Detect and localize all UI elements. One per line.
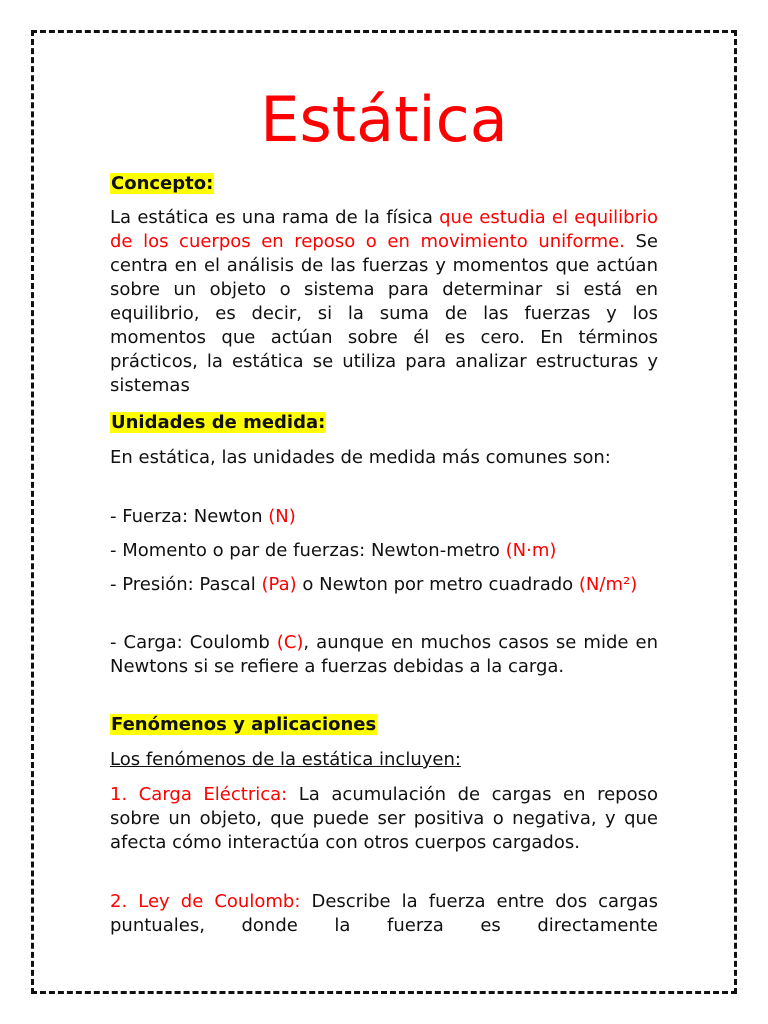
list-item-fuerza: - Fuerza: Newton (N) <box>110 506 296 527</box>
paragraph-concepto: La estática es una rama de la física que estudia el equilibrio de los cuerpos en reposo o en movimiento uniforme. Se centra en el análisis de las fuerzas y momentos que actúan sobre un objeto o sistema para determinar si está en equilibrio, es decir, si la suma de las fuerzas y los momentos que actúan sobre él es cero. En términos prácticos, la estática se utiliza para analizar estructuras y sistemas <box>110 207 659 396</box>
page-title: Estática <box>260 83 508 156</box>
heading-unidades: Unidades de medida: <box>111 412 326 433</box>
list-item-carga: - Carga: Coulomb (C), aunque en muchos casos se mide en Newtons si se refiere a fuerzas debidas a la carga. <box>110 632 658 677</box>
heading-fenomenos: Fenómenos y aplicaciones <box>111 714 377 735</box>
paragraph-unidades-intro: En estática, las unidades de medida más comunes son: <box>110 447 611 468</box>
list-item-carga-electrica: 1. Carga Eléctrica: La acumulación de cargas en reposo sobre un objeto, que puede ser positiva o negativa, y que afecta cómo interactúa con otros cuerpos cargados. <box>110 784 658 853</box>
list-item-ley-coulomb: 2. Ley de Coulomb: Describe la fuerza entre dos cargas puntuales, donde la fuerza es directamente <box>110 891 658 936</box>
heading-concepto: Concepto: <box>111 173 214 194</box>
list-item-momento: - Momento o par de fuerzas: Newton-metro (N·m) <box>110 540 557 561</box>
list-item-presion: - Presión: Pascal (Pa) o Newton por metro cuadrado (N/m²) <box>110 574 638 595</box>
paragraph-fenomenos-intro: Los fenómenos de la estática incluyen: <box>110 749 461 770</box>
